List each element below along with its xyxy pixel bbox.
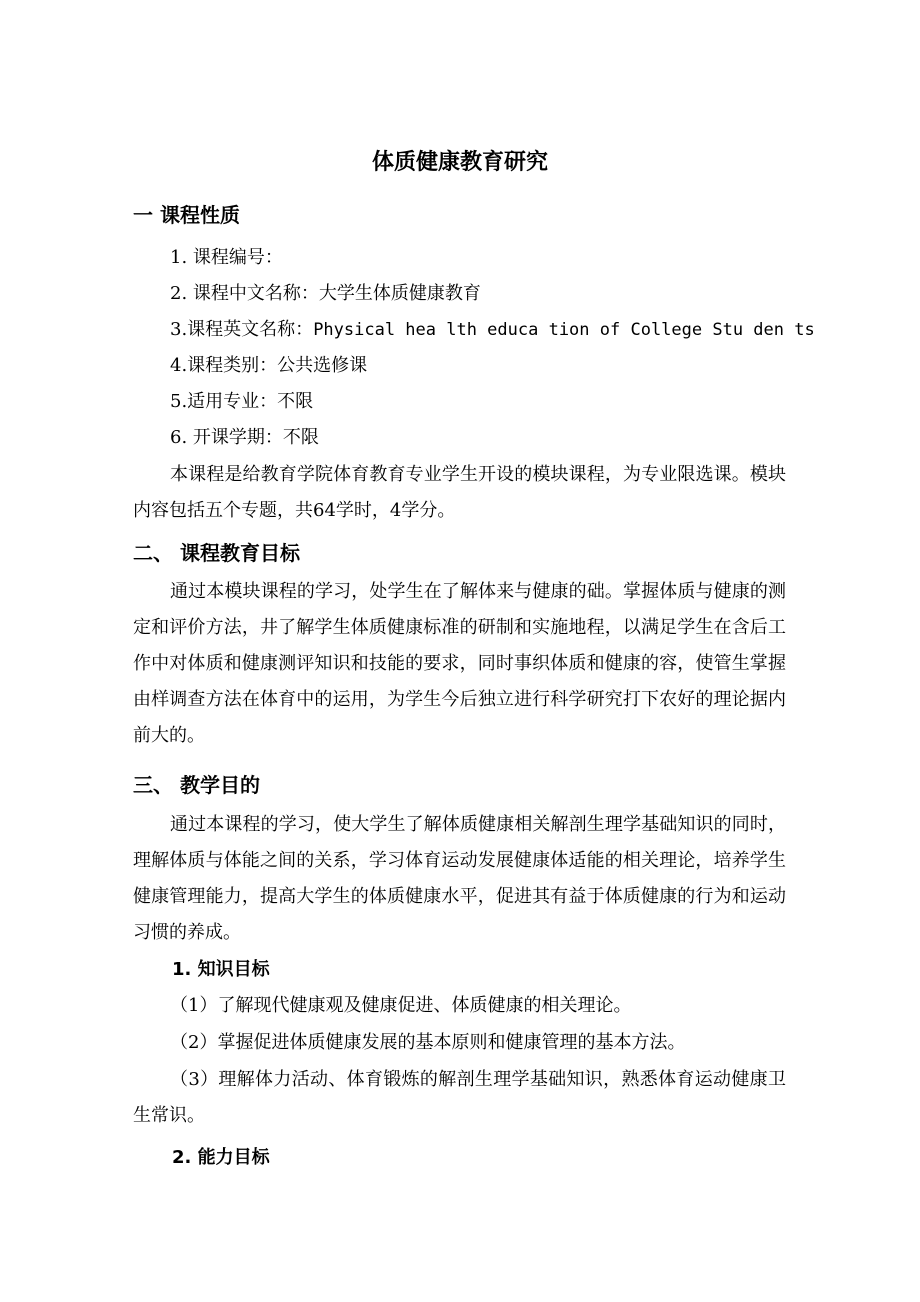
paragraph: 通过本课程的学习，使大学生了解体质健康相关解剖生理学基础知识的同时，理解体质与体能之间的关系，学习体育运动发展健康体适能的相关理论，培养学生健康管理能力，提高大学生的体质健康水平，促进其有益于体质健康的行为和运动习惯的养成。	[133, 814, 786, 943]
list-item: 6. 开课学期：不限	[170, 427, 319, 448]
list-item: 2. 课程中文名称：大学生体质健康教育	[170, 283, 481, 304]
list-item-label: 3.课程英文名称：	[170, 319, 314, 340]
subsection-heading: 2. 能力目标	[172, 1147, 270, 1168]
paragraph: 本课程是给教育学院体育教育专业学生开设的模块课程，为专业限选课。模块内容包括五个专题，共64学时，4学分。	[133, 464, 786, 521]
list-item	[170, 312, 815, 348]
paragraph: 通过本模块课程的学习，处学生在了解体来与健康的础。掌握体质与健康的测定和评价方法，井了解学生体质健康标准的研制和实施地程，以满足学生在含后工作中对体质和健康测评知识和技能的要求，同时事织体质和健康的容，使管生掌握由样调查方法在体育中的运用，为学生今后独立进行科学研究打下农好的理论据内前大的。	[133, 581, 786, 746]
list-item: （1）了解现代健康观及健康促进、体质健康的相关理论。	[170, 995, 632, 1016]
section-heading: 二、 课程教育目标	[133, 541, 300, 565]
english-name: Physical hea lth educa tion of College Stu den ts	[313, 320, 815, 340]
list-item: 1. 课程编号：	[170, 247, 283, 268]
section-heading: 三、 教学目的	[133, 773, 260, 797]
subsection-heading: 1. 知识目标	[172, 959, 270, 980]
list-item: 5.适用专业：不限	[170, 391, 314, 412]
section-heading: 一 课程性质	[133, 203, 240, 227]
list-item: （2）掌握促进体质健康发展的基本原则和健康管理的基本方法。	[170, 1032, 686, 1053]
document-title: 体质健康教育研究	[371, 150, 548, 175]
list-item: （3）理解体力活动、体育锻炼的解剖生理学基础知识，熟悉体育运动健康卫生常识。	[133, 1069, 786, 1126]
list-item: 4.课程类别：公共选修课	[170, 355, 368, 376]
